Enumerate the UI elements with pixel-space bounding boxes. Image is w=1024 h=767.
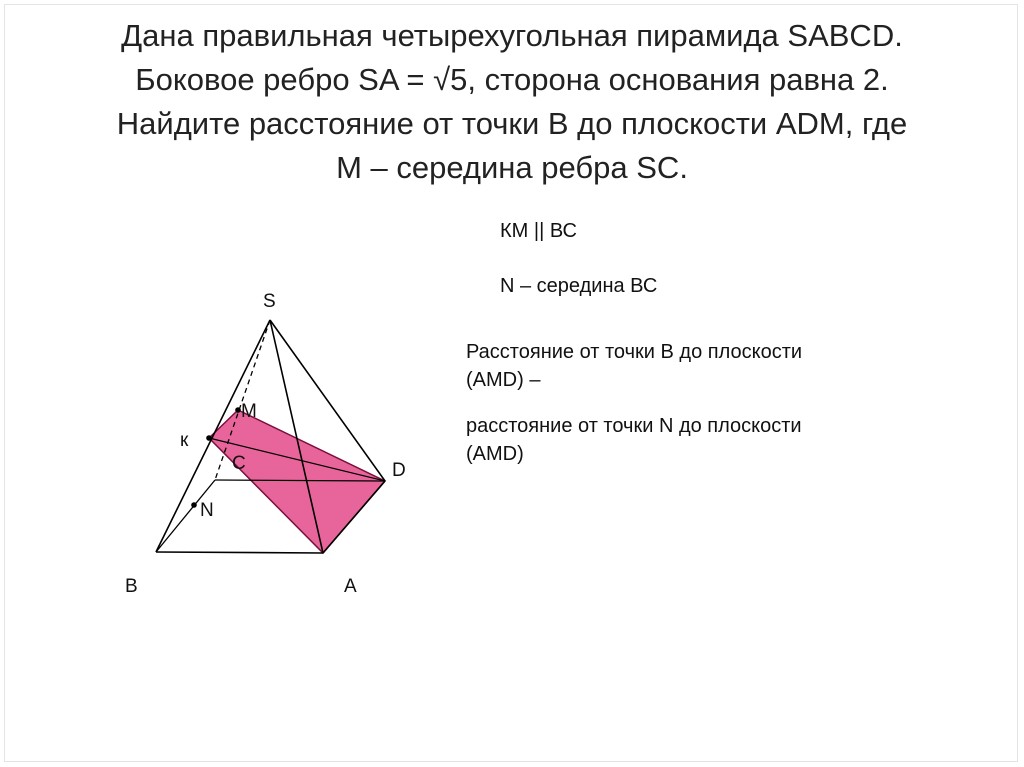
note-distance-n-line2: (AMD)	[466, 443, 524, 465]
point-n-dot	[191, 502, 197, 508]
note-distance-b-line1: Расстояние от точки В до плоскости	[466, 341, 803, 363]
problem-line-2: Боковое ребро SA = √5, сторона основания равна 2.	[135, 62, 889, 97]
label-a: A	[344, 576, 357, 597]
point-m-dot	[235, 407, 241, 413]
note-distance-b-line2: (AMD) –	[466, 369, 541, 391]
problem-line-3: Найдите расстояние от точки B до плоскости ADM, где	[116, 106, 908, 141]
label-b: B	[125, 576, 138, 597]
section-plane-amkd	[209, 410, 385, 553]
label-k: к	[180, 430, 189, 451]
point-k-dot	[206, 435, 212, 441]
label-s: S	[263, 291, 276, 312]
note-n-midpoint: N – середина ВС	[500, 275, 658, 297]
note-distance-n-line1: расстояние от точки N до плоскости	[466, 415, 802, 437]
label-m: M	[241, 401, 257, 422]
problem-line-1: Дана правильная четырехугольная пирамида SABCD.	[121, 18, 903, 53]
edge-ba	[156, 552, 323, 553]
problem-line-4: M – середина ребра SC.	[336, 150, 688, 185]
label-c: C	[232, 453, 246, 474]
label-n: N	[200, 500, 214, 521]
label-d: D	[392, 460, 406, 481]
note-km-parallel-bc: КМ || ВС	[500, 220, 577, 242]
